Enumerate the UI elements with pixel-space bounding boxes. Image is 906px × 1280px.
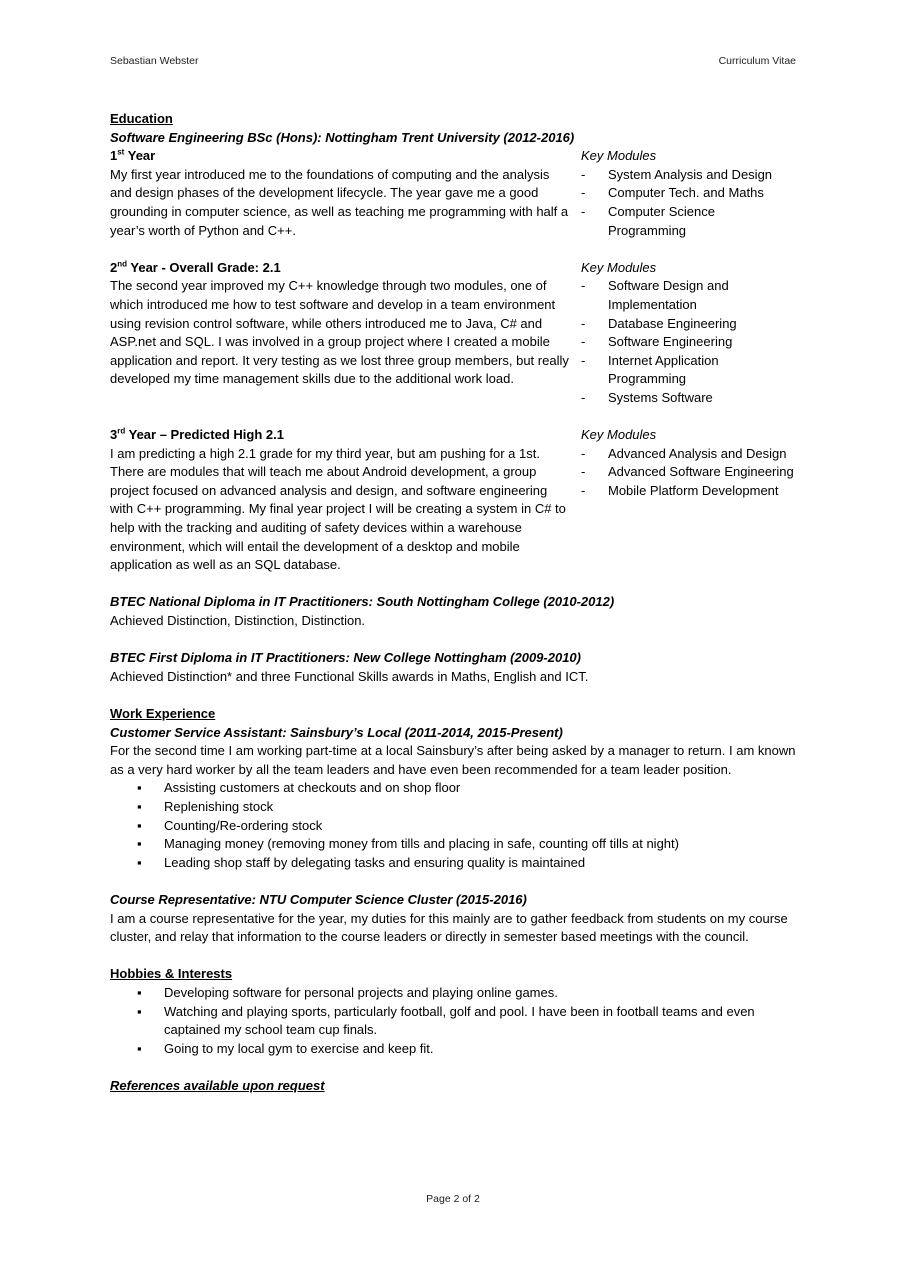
work-heading: Work Experience xyxy=(110,706,216,721)
duty-item: ▪ Managing money (removing money from tills and placing in safe, counting off tills at night) xyxy=(137,835,796,854)
duty-item: ▪ Assisting customers at checkouts and on shop floor xyxy=(137,779,796,798)
duty-item: ▪ Leading shop staff by delegating tasks and ensuring quality is maintained xyxy=(137,854,796,873)
job-1-text: For the second time I am working part-time at a local Sainsbury’s after being asked by a manager to return. I am known as a very hard worker by all the team leaders and have even been recommended for a team leader position. xyxy=(110,743,796,777)
header-doc-title: Curriculum Vitae xyxy=(718,55,796,67)
job-2-title: Course Representative: NTU Computer Science Cluster (2015-2016) xyxy=(110,891,527,907)
key-modules-label: Key Modules xyxy=(581,427,657,443)
module-item: - Advanced Analysis and Design xyxy=(581,445,796,464)
btec-first-text: Achieved Distinction* and three Functional Skills awards in Maths, English and ICT. xyxy=(110,668,589,684)
year-3-title: 3rd Year – Predicted High 2.1 xyxy=(110,426,284,443)
hobbies-heading: Hobbies & Interests xyxy=(110,966,233,982)
module-item: - System Analysis and Design xyxy=(581,166,796,185)
module-item: - Computer Science Programming xyxy=(581,203,796,240)
job-1-title: Customer Service Assistant: Sainsbury’s Local (2011-2014, 2015-Present) xyxy=(110,724,563,740)
references-note: References available upon request xyxy=(110,1077,325,1093)
page-number: Page 2 of 2 xyxy=(426,1193,480,1205)
hobby-item: ▪ Going to my local gym to exercise and keep fit. xyxy=(137,1040,796,1059)
btec-first-title: BTEC First Diploma in IT Practitioners: New College Nottingham (2009-2010) xyxy=(110,650,581,666)
year-1-modules xyxy=(581,166,796,240)
year-2-text: The second year improved my C++ knowledge through two modules, one of which introduced me how to test software and develop in a team environment using revision control software, while others introduced me to Java, C# and ASP.net and SQL. I was involved in a group project where I created a mobile application and report. It very testing as we lost three group members, but really developed my time management skills due to the additional work load. xyxy=(110,278,569,387)
education-heading: Education xyxy=(110,111,173,126)
module-item: - Systems Software xyxy=(581,389,796,408)
cv-content xyxy=(110,110,796,1095)
hobby-item: ▪ Developing software for personal projects and playing online games. xyxy=(137,984,796,1003)
year-3-block xyxy=(110,426,796,575)
year-3-modules xyxy=(581,445,796,501)
module-item: - Software Design and Implementation xyxy=(581,277,796,314)
hobby-item: ▪ Watching and playing sports, particularly football, golf and pool. I have been in football teams and even captained my school team cup finals. xyxy=(137,1003,796,1040)
header-name: Sebastian Webster xyxy=(110,55,199,67)
module-item: - Database Engineering xyxy=(581,315,796,334)
hobbies-list xyxy=(110,984,796,1058)
year-2-block xyxy=(110,259,796,408)
btec-national-title: BTEC National Diploma in IT Practitioners: South Nottingham College (2010-2012) xyxy=(110,594,615,610)
module-item: - Software Engineering xyxy=(581,333,796,352)
module-item: - Mobile Platform Development xyxy=(581,482,796,501)
year-1-text: My first year introduced me to the foundations of computing and the analysis and design phases of the development lifecycle. The year gave me a good grounding in computer science, as well as teaching me programming with half a year’s worth of Python and C++. xyxy=(110,166,569,238)
module-item: - Computer Tech. and Maths xyxy=(581,184,796,203)
degree-title: Software Engineering BSc (Hons): Nottingham Trent University (2012-2016) xyxy=(110,129,575,145)
year-2-title: 2nd Year - Overall Grade: 2.1 xyxy=(110,259,281,275)
module-item: - Internet Application Programming xyxy=(581,352,796,389)
year-1-title: 1st Year xyxy=(110,147,156,164)
year-3-text: I am predicting a high 2.1 grade for my third year, but am pushing for a 1st. There are modules that will teach me about Android development, a group project focused on advanced analysis and design, and software engineering with C++ programming. My final year project I will be creating a system in C# to help with the tracking and auditing of safety devices within a warehouse environment, which will entail the development of a desktop and mobile application as well as an SQL database. xyxy=(110,445,566,573)
duty-item: ▪ Counting/Re-ordering stock xyxy=(137,817,796,836)
duty-item: ▪ Replenishing stock xyxy=(137,798,796,817)
year-2-modules xyxy=(581,277,796,407)
year-1-block xyxy=(110,147,796,240)
key-modules-label: Key Modules xyxy=(581,148,657,164)
job-1-duties xyxy=(110,779,796,872)
job-2-text: I am a course representative for the year, my duties for this mainly are to gather feedback from students on my course cluster, and relay that information to the course leaders or directly in semester based meetings with the council. xyxy=(110,910,788,945)
module-item: - Advanced Software Engineering xyxy=(581,463,796,482)
key-modules-label: Key Modules xyxy=(581,259,657,275)
btec-national-text: Achieved Distinction, Distinction, Distinction. xyxy=(110,613,366,629)
